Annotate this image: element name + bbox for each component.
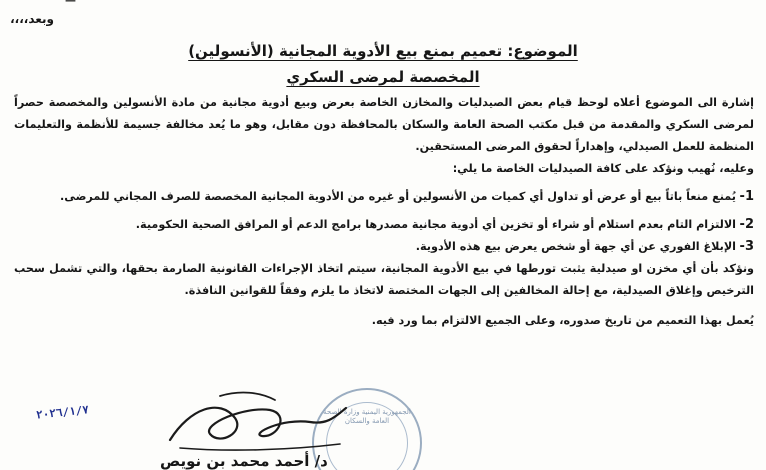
handwritten-date: ٢٠٢٦/١/٧: [35, 403, 90, 422]
subject-block: [0, 38, 766, 90]
list-item-number: 3-: [739, 239, 754, 254]
closing-paragraph: يُعمل بهذا التعميم من تاريخ صدوره، وعلى الجميع الالتزام بما ورد فيه.: [371, 314, 754, 327]
list-item-text: الالتزام التام بعدم استلام أو شراء أو تخزين أي أدوية مجانية مصدرها برامج الدعم أو المرافق الصحية الحكومية.: [135, 218, 736, 231]
lead-paragraph: وعليه، نُهيب ونؤكد على كافة الصيدليات الخاصة ما يلي:: [452, 162, 754, 175]
subject-line-1: الموضوع: تعميم بمنع بيع الأدوية المجانية (الأنسولين): [188, 42, 578, 60]
list-item-number: 2-: [739, 217, 754, 232]
list-item-number: 1-: [739, 189, 754, 204]
list-item-text: الإبلاغ الفوري عن أي جهة أو شخص يعرض بيع هذه الأدوية.: [415, 240, 736, 253]
list-item-text: يُمنع منعاً باتاً بيع أو عرض أو تداول أي كميات من الأنسولين أو غيره من الأدوية المجانية المخصصة للصرف المجاني للمرضى.: [60, 190, 736, 203]
list-item: [14, 236, 754, 258]
signer-name: د/ أحمد محمد بن نويص: [160, 452, 328, 470]
signature-icon: [150, 388, 360, 458]
cropped-header-fragment: —: [65, 0, 76, 7]
greeting: وبعد،،،،: [10, 12, 54, 26]
list-item: [14, 186, 754, 208]
subject-line-2: المخصصة لمرضى السكري: [286, 68, 480, 86]
list-item: [14, 214, 754, 236]
letter-body: [14, 92, 754, 332]
intro-paragraph: إشارة الى الموضوع أعلاه لوحظ قيام بعض الصيدليات والمخازن الخاصة بعرض وبيع أدوية مجانية من مادة الأنسولين والمخصصة حصراً لمرضى السكري والمقدمة من قبل مكتب الصحة العامة والسكان بالمحافظة دون مقابل، وهو ما يُعد مخالفة جسيمة للأنظمة والتعليمات المنظمة للعمل الصيدلي، وإهداراً لحقوق المرضى المستحقين.: [14, 96, 754, 153]
warning-paragraph: ونؤكد بأن أي مخزن او صيدلية يثبت تورطها في بيع الأدوية المجانية، سيتم اتخاذ الإجراءات القانونية الصارمة بحقها، والتي تشمل سحب الترخيص وإغلاق الصيدلية، مع إحالة المخالفين إلى الجهات المختصة لاتخاذ ما يلزم وفقاً للقوانين النافذة.: [14, 262, 754, 297]
stamp-text: الجمهورية اليمنية وزارة الصحة العامة والسكان: [323, 408, 411, 425]
